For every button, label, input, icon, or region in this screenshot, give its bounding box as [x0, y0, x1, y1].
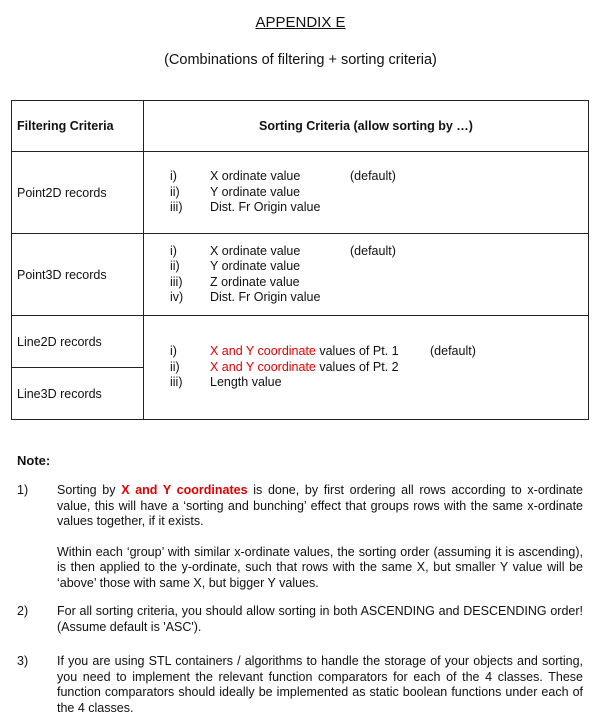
note-1 — [17, 483, 583, 591]
filter-label-point3d: Point3D records — [12, 234, 144, 316]
page-subtitle: (Combinations of filtering + sorting criteria) — [164, 52, 437, 68]
sort-cell-point2d — [144, 152, 589, 234]
sort-cell-line — [144, 316, 589, 420]
header-sorting-criteria: Sorting Criteria (allow sorting by …) — [144, 101, 589, 152]
table-row-point2d — [12, 152, 589, 234]
note-3 — [17, 654, 583, 716]
list-item: i) X ordinate value (default) — [170, 169, 396, 184]
note-number: 2) — [17, 604, 29, 618]
list-item: i) X and Y coordinate values of Pt. 1 (default) — [170, 344, 476, 359]
note-number: 1) — [17, 483, 29, 497]
list-item: ii) Y ordinate value — [170, 259, 301, 273]
default-marker: (default) — [350, 169, 396, 184]
filter-label-line2d: Line2D records — [12, 316, 144, 368]
criteria-table — [11, 100, 589, 420]
default-marker: (default) — [430, 344, 476, 359]
list-item: iv) Dist. Fr Origin value — [170, 290, 321, 304]
note-paragraph: For all sorting criteria, you should allow sorting in both ASCENDING and DESCENDING order! (Assume default is 'ASC'). — [57, 604, 583, 634]
header-filtering-criteria: Filtering Criteria — [12, 101, 144, 152]
list-item: iii) Dist. Fr Origin value — [170, 200, 321, 215]
table-row-point3d — [12, 234, 589, 316]
list-item: ii) Y ordinate value — [170, 184, 301, 199]
filter-label-line3d: Line3D records — [12, 368, 144, 420]
highlight-text: X and Y coordinates — [121, 483, 248, 497]
note-paragraph: Sorting by X and Y coordinates is done, by first ordering all rows according to x-ordinate value, this will have a ‘sorting and bunching’ effect that groups rows with the same x-ordinate values together, if it exists. — [57, 483, 584, 528]
highlight-text: X and Y coordinate — [210, 344, 316, 359]
table-row-line2d — [12, 316, 589, 368]
notes-heading: Note: — [17, 453, 51, 468]
filter-label-point2d: Point2D records — [12, 152, 144, 234]
note-number: 3) — [17, 654, 29, 668]
sort-cell-point3d — [144, 234, 589, 316]
table-header-row — [12, 101, 589, 152]
page-title: APPENDIX E — [255, 14, 346, 31]
note-paragraph: Within each ‘group’ with similar x-ordinate values, the sorting order (assuming it is ascending), is then applied to the y-ordinate, such that rows with the same X, but smaller Y value will be ‘above’ those with same X, but bigger Y values. — [57, 544, 583, 590]
list-item: i) X ordinate value (default) — [170, 243, 396, 258]
list-item: iii) Z ordinate value — [170, 274, 300, 289]
default-marker: (default) — [350, 243, 396, 258]
note-paragraph: If you are using STL containers / algorithms to handle the storage of your objects and sorting, you need to implement the relevant function comparators for each of the 4 classes. These function comparators should ideally be implemented as static boolean functions under each of the 4 classes. — [57, 654, 583, 715]
highlight-text: X and Y coordinate — [210, 359, 316, 374]
list-item: ii) X and Y coordinate values of Pt. 2 — [170, 359, 399, 374]
note-2 — [17, 604, 583, 635]
list-item: iii) Length value — [170, 375, 282, 390]
